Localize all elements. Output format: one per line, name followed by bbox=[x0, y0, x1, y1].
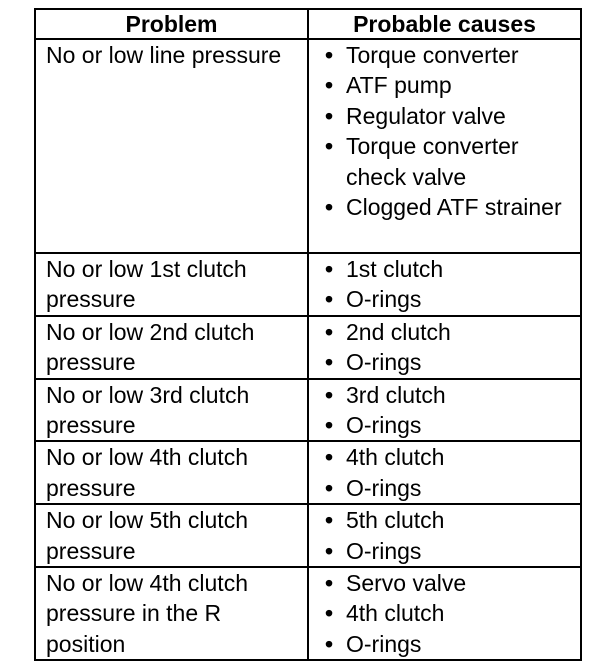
problem-cell bbox=[35, 567, 308, 660]
problem-text: No or low 1st clutch pressure bbox=[46, 256, 247, 313]
cause-item bbox=[321, 40, 580, 70]
problem-cell bbox=[35, 379, 308, 442]
header-row bbox=[35, 9, 581, 39]
cause-item bbox=[321, 598, 580, 628]
bullet-icon: • bbox=[325, 474, 334, 501]
causes-list bbox=[309, 442, 580, 503]
problem-text: No or low 4th clutch pressure in the R position bbox=[46, 570, 248, 657]
bullet-icon: • bbox=[325, 537, 334, 564]
cause-text: 5th clutch bbox=[346, 507, 445, 534]
cause-text: Servo valve bbox=[346, 570, 467, 597]
bullet-icon: • bbox=[325, 507, 334, 534]
bullet-icon: • bbox=[325, 256, 334, 282]
causes-cell bbox=[308, 441, 581, 504]
table-row bbox=[35, 504, 581, 567]
causes-cell bbox=[308, 567, 581, 660]
cause-text: Regulator valve bbox=[346, 102, 506, 129]
cause-item bbox=[321, 192, 580, 222]
bullet-icon: • bbox=[325, 381, 334, 408]
bullet-icon: • bbox=[325, 600, 334, 627]
cause-text: 4th clutch bbox=[346, 444, 445, 471]
cause-item bbox=[321, 442, 580, 472]
cause-item bbox=[321, 473, 580, 503]
cause-item bbox=[321, 317, 580, 347]
cause-text: 4th clutch bbox=[346, 600, 445, 627]
header-probable-causes: Probable causes bbox=[308, 9, 581, 39]
cause-item bbox=[321, 410, 580, 440]
bullet-icon: • bbox=[325, 102, 334, 129]
cause-text: Torque converter check valve bbox=[346, 133, 519, 190]
causes-list bbox=[309, 254, 580, 315]
problem-text: No or low 3rd clutch pressure bbox=[46, 381, 250, 439]
cause-item bbox=[321, 568, 580, 598]
table-row bbox=[35, 567, 581, 660]
cause-text: 1st clutch bbox=[346, 256, 444, 282]
cause-text: 2nd clutch bbox=[346, 318, 451, 345]
cause-item bbox=[321, 70, 580, 100]
cause-text: 3rd clutch bbox=[346, 381, 446, 408]
cause-item bbox=[321, 629, 580, 659]
causes-list bbox=[309, 505, 580, 566]
cause-text: O-rings bbox=[346, 537, 422, 564]
table-row bbox=[35, 441, 581, 504]
header-problem: Problem bbox=[35, 9, 308, 39]
cause-text: O-rings bbox=[346, 630, 422, 657]
table-row bbox=[35, 379, 581, 442]
causes-cell bbox=[308, 39, 581, 253]
causes-list bbox=[309, 380, 580, 441]
causes-cell bbox=[308, 316, 581, 379]
bullet-icon: • bbox=[325, 412, 334, 439]
causes-list bbox=[309, 40, 580, 222]
cause-item bbox=[321, 284, 580, 314]
causes-cell bbox=[308, 504, 581, 567]
table-row bbox=[35, 253, 581, 316]
problem-text: No or low 4th clutch pressure bbox=[46, 444, 248, 501]
problem-text: No or low 5th clutch pressure bbox=[46, 507, 248, 564]
bullet-icon: • bbox=[325, 194, 334, 221]
cause-item bbox=[321, 536, 580, 566]
bullet-icon: • bbox=[325, 133, 334, 160]
bullet-icon: • bbox=[325, 444, 334, 471]
problem-cell bbox=[35, 441, 308, 504]
cause-item bbox=[321, 131, 580, 192]
problem-cell bbox=[35, 504, 308, 567]
cause-text: Torque converter bbox=[346, 42, 519, 68]
troubleshooting-table-container bbox=[34, 8, 580, 661]
cause-item bbox=[321, 254, 580, 284]
causes-list bbox=[309, 317, 580, 378]
cause-text: O-rings bbox=[346, 349, 422, 376]
cause-text: O-rings bbox=[346, 286, 422, 313]
cause-item bbox=[321, 505, 580, 535]
problem-cell bbox=[35, 316, 308, 379]
bullet-icon: • bbox=[325, 72, 334, 99]
cause-text: O-rings bbox=[346, 474, 422, 501]
troubleshooting-table bbox=[34, 8, 582, 661]
bullet-icon: • bbox=[325, 42, 334, 68]
cause-text: ATF pump bbox=[346, 72, 452, 99]
problem-text: No or low line pressure bbox=[46, 42, 282, 68]
table-row bbox=[35, 316, 581, 379]
cause-item bbox=[321, 101, 580, 131]
problem-cell bbox=[35, 39, 308, 253]
bullet-icon: • bbox=[325, 349, 334, 376]
problem-cell bbox=[35, 253, 308, 316]
bullet-icon: • bbox=[325, 570, 334, 597]
causes-list bbox=[309, 568, 580, 659]
causes-cell bbox=[308, 253, 581, 316]
bullet-icon: • bbox=[325, 286, 334, 313]
cause-item bbox=[321, 347, 580, 377]
causes-cell bbox=[308, 379, 581, 442]
cause-text: Clogged ATF strainer bbox=[346, 194, 562, 221]
cause-text: O-rings bbox=[346, 412, 422, 439]
bullet-icon: • bbox=[325, 630, 334, 657]
table-row bbox=[35, 39, 581, 253]
problem-text: No or low 2nd clutch pressure bbox=[46, 318, 255, 376]
cause-item bbox=[321, 380, 580, 410]
bullet-icon: • bbox=[325, 318, 334, 345]
